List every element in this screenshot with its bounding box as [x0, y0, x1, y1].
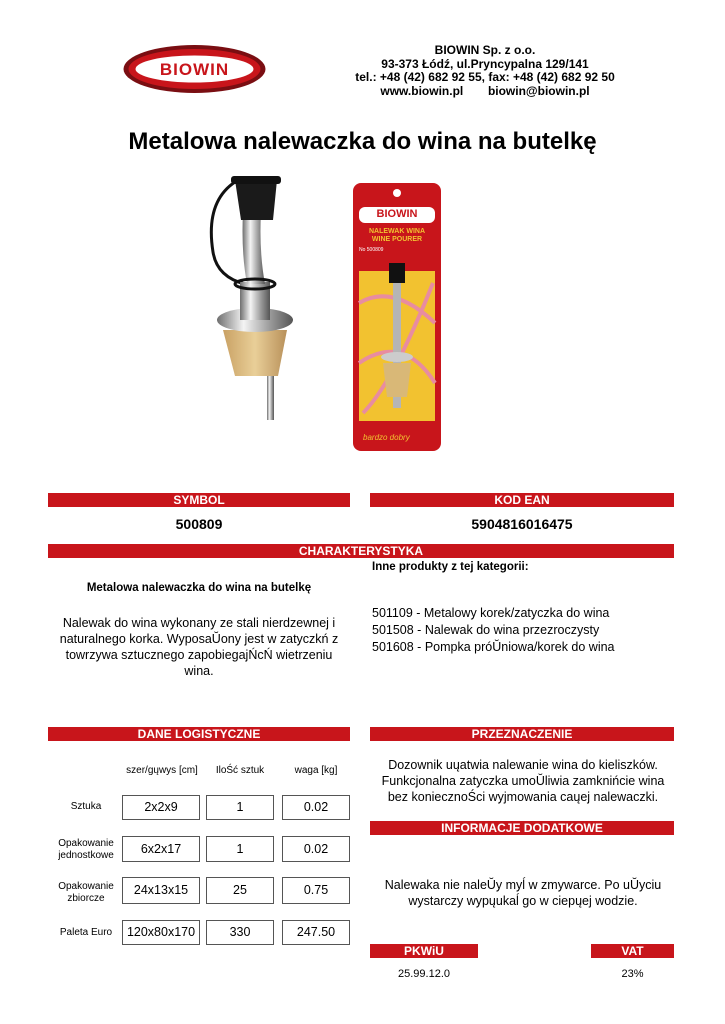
weight-cell: 0.75 — [282, 877, 350, 904]
qty-cell: 330 — [206, 920, 274, 945]
list-item[interactable]: 501508 - Nalewak do wina przezroczysty — [372, 623, 600, 637]
pkwiu-header: PKWiU — [370, 944, 478, 958]
package-line2: WINE POURER — [371, 236, 423, 243]
package-brand: BIOWIN — [376, 208, 418, 220]
dims-cell: 2x2x9 — [122, 795, 200, 820]
company-phone: tel.: +48 (42) 682 92 55, fax: +48 (42) 682 92 50 — [355, 70, 615, 84]
vat-value: 23% — [621, 968, 644, 980]
qty-cell: 25 — [206, 877, 274, 904]
col-weight: waga [kg] — [294, 765, 338, 776]
weight-cell: 0.02 — [282, 836, 350, 862]
package-image — [353, 183, 441, 451]
dims-cell: 6x2x17 — [122, 836, 200, 862]
biowin-logo — [122, 44, 267, 94]
product-description: Nalewak do wina wykonany ze stali nierdzewnej i naturalnego korka. WyposaŬony jest w zatyczkń z towrzywa sztucznego zapobiegajŃcŃ wietrzeniu wina. — [59, 616, 339, 678]
weight-cell: 247.50 — [282, 920, 350, 945]
weight-cell: 0.02 — [282, 795, 350, 820]
qty-cell: 1 — [206, 795, 274, 820]
package-number: No 500809 — [359, 247, 384, 253]
company-name: BIOWIN Sp. z o.o. — [434, 43, 536, 57]
company-info — [300, 44, 670, 98]
symbol-header: SYMBOL — [48, 493, 350, 507]
dims-cell: 24x13x15 — [122, 877, 200, 904]
other-products-list — [372, 605, 672, 656]
other-products-header: Inne produkty z tej kategorii: — [372, 561, 529, 573]
ean-value: 5904816016475 — [471, 516, 573, 532]
list-item[interactable]: 501608 - Pompka próŬniowa/korek do wina — [372, 640, 615, 654]
additional-text: Nalewaka nie naleŬy myĺ w zmywarce. Po uŬyciu wystarczy wypųukaĺ go w ciepųej wodzie. — [384, 878, 662, 908]
company-web-link[interactable]: www.biowin.pl — [380, 83, 464, 98]
page-title: Metalowa nalewaczka do wina na butelkę — [128, 128, 597, 155]
company-address: 93-373 Łódź, ul.Pryncypalna 129/141 — [381, 56, 589, 71]
logistics-header: DANE LOGISTYCZNE — [48, 727, 350, 741]
additional-header: INFORMACJE DODATKOWE — [370, 821, 674, 835]
characteristics-header: CHARAKTERYSTYKA — [48, 544, 674, 558]
vat-header: VAT — [591, 944, 674, 958]
purpose-text: Dozownik uųatwia nalewanie wina do kieliszków. Funkcjonalna zatyczka umoŬliwia zamknińcie wina bez koniecznoŚci wyjmowania caųej nalewaczki. — [381, 758, 665, 804]
row-label: Opakowanie jednostkowe — [58, 838, 114, 861]
package-line1: NALEWAK WINA — [369, 228, 425, 235]
package-slogan: bardzo dobry — [363, 433, 410, 442]
product-photo — [195, 172, 315, 422]
company-email-link[interactable]: biowin@biowin.pl — [487, 83, 590, 98]
row-label: Opakowanie zbiorcze — [58, 881, 114, 904]
qty-cell: 1 — [206, 836, 274, 862]
purpose-header: PRZEZNACZENIE — [370, 727, 674, 741]
dims-cell: 120x80x170 — [122, 920, 200, 945]
row-label: Sztuka — [70, 801, 102, 812]
symbol-value: 500809 — [175, 516, 223, 532]
col-qty: IloŚć sztuk — [215, 765, 265, 776]
product-name: Metalowa nalewaczka do wina na butelkę — [86, 582, 312, 594]
ean-header: KOD EAN — [370, 493, 674, 507]
col-dims: szer/gųwys [cm] — [126, 765, 198, 776]
row-label: Paleta Euro — [59, 927, 113, 938]
pkwiu-value: 25.99.12.0 — [398, 968, 450, 980]
svg-text:BIOWIN: BIOWIN — [159, 60, 230, 79]
list-item[interactable]: 501109 - Metalowy korek/zatyczka do wina — [372, 606, 610, 620]
